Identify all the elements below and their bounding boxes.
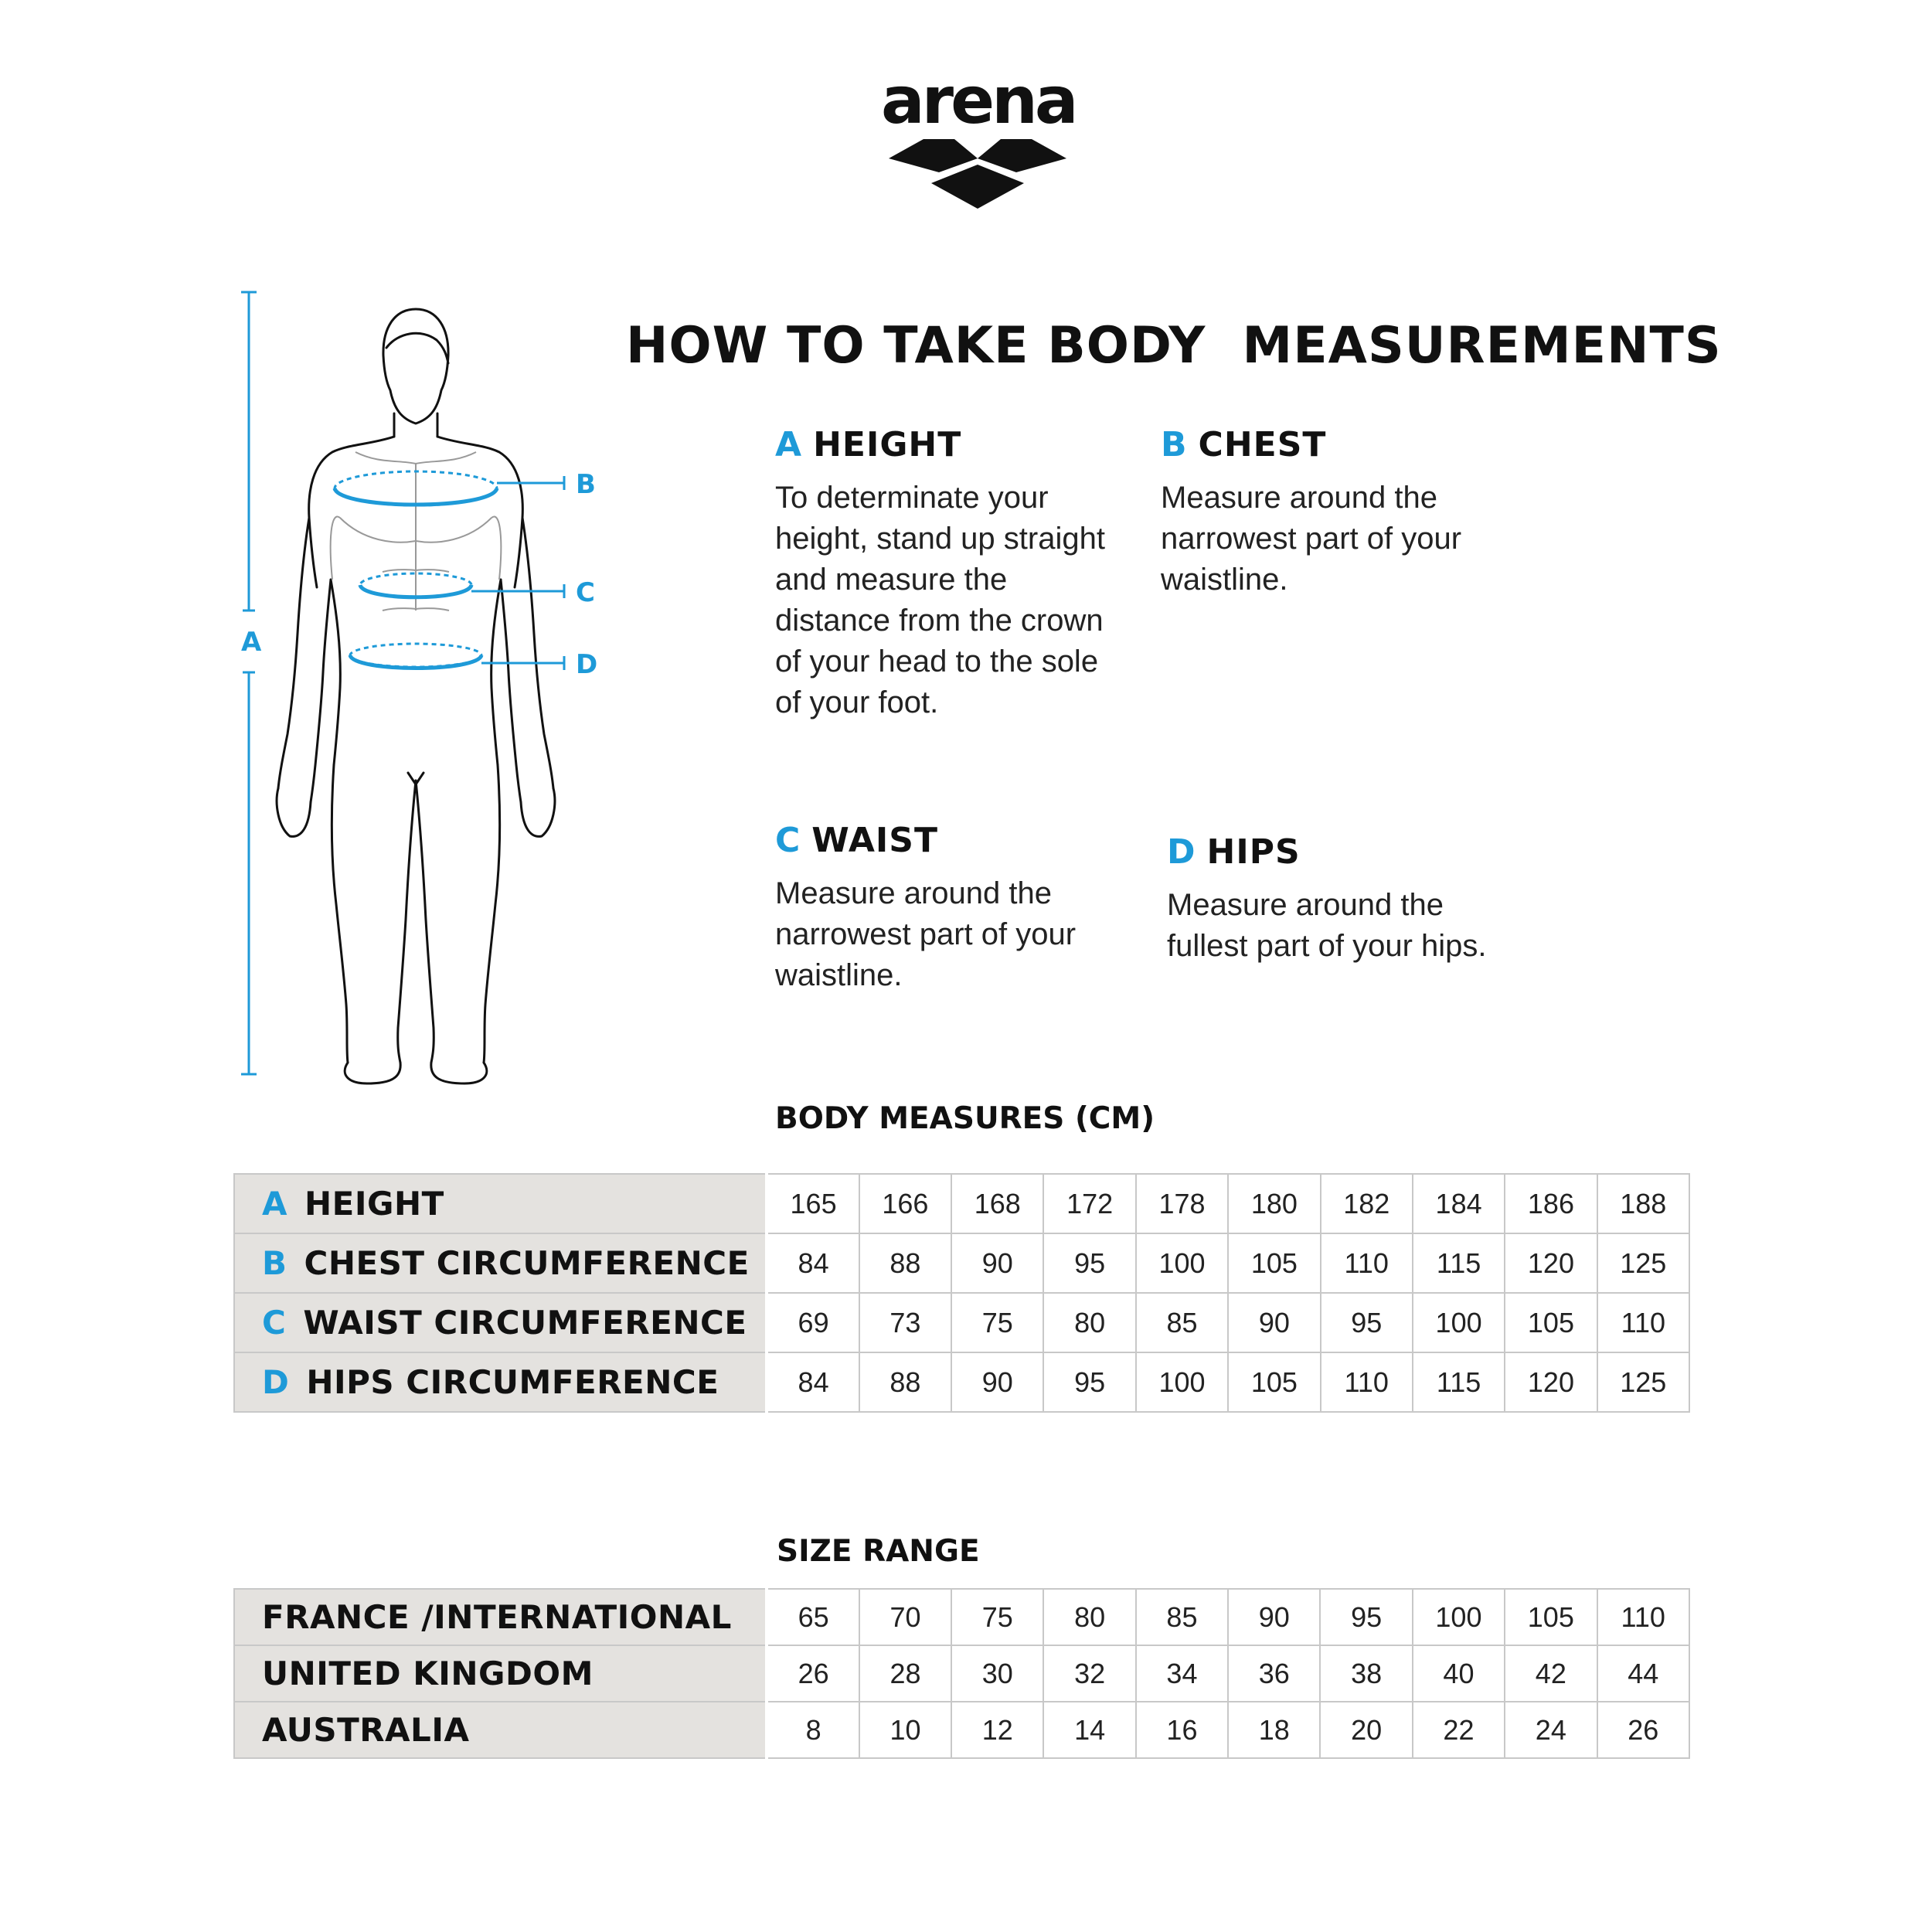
- table-cell: 166: [859, 1174, 951, 1233]
- table-cell: 80: [1043, 1589, 1135, 1645]
- instruction-letter: D: [1167, 832, 1196, 872]
- table-cell: 75: [951, 1293, 1043, 1352]
- table-cell: 100: [1136, 1233, 1228, 1293]
- instruction-text: Measure around the narrowest part of your waistline.: [1161, 481, 1462, 597]
- table-cell: 18: [1228, 1702, 1320, 1758]
- table-cell: 40: [1413, 1645, 1505, 1702]
- row-label-text: HEIGHT: [304, 1185, 444, 1223]
- row-label: [234, 1645, 767, 1702]
- table-cell: 105: [1228, 1233, 1320, 1293]
- table-cell: 38: [1320, 1645, 1412, 1702]
- table-cell: 30: [951, 1645, 1043, 1702]
- table-cell: 88: [859, 1352, 951, 1412]
- row-letter: C: [262, 1304, 287, 1342]
- table-cell: 186: [1505, 1174, 1597, 1233]
- row-label: [234, 1352, 767, 1412]
- table-cell: 95: [1321, 1293, 1413, 1352]
- table-cell: 95: [1043, 1233, 1135, 1293]
- logo-wordmark: arena: [881, 63, 1076, 138]
- table-cell: 95: [1043, 1352, 1135, 1412]
- row-label-text: WAIST CIRCUMFERENCE: [303, 1304, 747, 1342]
- row-label: [234, 1293, 767, 1352]
- instruction-letter: C: [775, 821, 801, 860]
- table-cell: 172: [1043, 1174, 1135, 1233]
- table-row: [234, 1352, 1689, 1412]
- instruction-text: Measure around the narrowest part of your waistline.: [775, 876, 1077, 992]
- table-cell: 180: [1228, 1174, 1320, 1233]
- table-row: [234, 1174, 1689, 1233]
- body-measures-title: BODY MEASURES (CM): [775, 1101, 1155, 1136]
- instruction-hips: [1167, 831, 1507, 967]
- row-label: [234, 1702, 767, 1758]
- table-cell: 88: [859, 1233, 951, 1293]
- table-cell: 178: [1136, 1174, 1228, 1233]
- table-cell: 12: [951, 1702, 1043, 1758]
- table-cell: 120: [1505, 1233, 1597, 1293]
- table-cell: 24: [1505, 1702, 1597, 1758]
- instruction-text: To determinate your height, stand up straight and measure the distance from the crown of your head to the sole of your foot.: [775, 481, 1105, 719]
- table-cell: 65: [767, 1589, 859, 1645]
- table-cell: 84: [767, 1352, 859, 1412]
- instruction-title: HIPS: [1206, 832, 1301, 872]
- table-cell: 90: [951, 1233, 1043, 1293]
- table-cell: 110: [1597, 1293, 1689, 1352]
- instruction-text: Measure around the fullest part of your hips.: [1167, 888, 1487, 963]
- table-cell: 20: [1320, 1702, 1412, 1758]
- row-label-text: HIPS CIRCUMFERENCE: [306, 1363, 719, 1401]
- row-label: [234, 1589, 767, 1645]
- table-cell: 34: [1136, 1645, 1228, 1702]
- body-measures-table: [233, 1173, 1690, 1413]
- table-row: [234, 1645, 1689, 1702]
- table-cell: 165: [767, 1174, 859, 1233]
- table-cell: 90: [1228, 1293, 1320, 1352]
- row-label: [234, 1233, 767, 1293]
- row-label-text: UNITED KINGDOM: [262, 1655, 594, 1692]
- table-cell: 84: [767, 1233, 859, 1293]
- instruction-heading: [775, 423, 1115, 467]
- table-row: [234, 1233, 1689, 1293]
- table-cell: 32: [1043, 1645, 1135, 1702]
- table-cell: 73: [859, 1293, 951, 1352]
- row-label-text: FRANCE /INTERNATIONAL: [262, 1598, 732, 1636]
- table-cell: 115: [1413, 1352, 1505, 1412]
- instruction-chest: [1161, 423, 1501, 600]
- table-cell: 100: [1413, 1589, 1505, 1645]
- table-cell: 90: [951, 1352, 1043, 1412]
- label-b: B: [576, 469, 596, 500]
- table-cell: 28: [859, 1645, 951, 1702]
- table-cell: 14: [1043, 1702, 1135, 1758]
- table-row: [234, 1702, 1689, 1758]
- table-cell: 182: [1321, 1174, 1413, 1233]
- height-line: [241, 292, 257, 1074]
- table-row: [234, 1589, 1689, 1645]
- label-a: A: [241, 627, 262, 658]
- row-label-text: AUSTRALIA: [262, 1711, 470, 1749]
- table-cell: 90: [1228, 1589, 1320, 1645]
- instruction-title: WAIST: [811, 821, 938, 860]
- table-cell: 26: [1597, 1702, 1689, 1758]
- table-cell: 95: [1320, 1589, 1412, 1645]
- table-cell: 10: [859, 1702, 951, 1758]
- body-diagram: [232, 286, 618, 1090]
- page-title: HOW TO TAKE BODY MEASUREMENTS: [626, 317, 1722, 375]
- table-cell: 115: [1413, 1233, 1505, 1293]
- table-cell: 36: [1228, 1645, 1320, 1702]
- table-cell: 75: [951, 1589, 1043, 1645]
- row-letter: D: [262, 1363, 290, 1401]
- instruction-heading: [1167, 831, 1507, 874]
- table-cell: 22: [1413, 1702, 1505, 1758]
- instruction-height: [775, 423, 1115, 723]
- table-cell: 70: [859, 1589, 951, 1645]
- table-cell: 125: [1597, 1352, 1689, 1412]
- table-cell: 105: [1505, 1293, 1597, 1352]
- label-c: C: [576, 577, 595, 608]
- instruction-letter: B: [1161, 425, 1188, 464]
- instruction-title: HEIGHT: [813, 425, 962, 464]
- instruction-letter: A: [775, 425, 803, 464]
- table-row: [234, 1293, 1689, 1352]
- instruction-waist: [775, 819, 1115, 996]
- instruction-heading: [775, 819, 1115, 862]
- instruction-title: CHEST: [1198, 425, 1327, 464]
- table-cell: 69: [767, 1293, 859, 1352]
- table-cell: 85: [1136, 1293, 1228, 1352]
- table-cell: 110: [1321, 1352, 1413, 1412]
- table-cell: 125: [1597, 1233, 1689, 1293]
- table-cell: 110: [1321, 1233, 1413, 1293]
- table-cell: 100: [1136, 1352, 1228, 1412]
- label-d: D: [576, 649, 598, 680]
- row-label: [234, 1174, 767, 1233]
- diamond-logo-icon: [881, 128, 1074, 213]
- human-outline: [277, 309, 555, 1083]
- table-cell: 85: [1136, 1589, 1228, 1645]
- table-cell: 120: [1505, 1352, 1597, 1412]
- row-label-text: CHEST CIRCUMFERENCE: [304, 1244, 750, 1282]
- size-range-title: SIZE RANGE: [777, 1534, 980, 1569]
- table-cell: 100: [1413, 1293, 1505, 1352]
- row-letter: A: [262, 1185, 288, 1223]
- table-cell: 184: [1413, 1174, 1505, 1233]
- table-cell: 8: [767, 1702, 859, 1758]
- body-figure: [232, 286, 618, 1094]
- instruction-heading: [1161, 423, 1501, 467]
- table-cell: 188: [1597, 1174, 1689, 1233]
- table-cell: 105: [1505, 1589, 1597, 1645]
- table-cell: 80: [1043, 1293, 1135, 1352]
- size-range-table: [233, 1588, 1690, 1759]
- table-cell: 26: [767, 1645, 859, 1702]
- table-cell: 110: [1597, 1589, 1689, 1645]
- table-cell: 16: [1136, 1702, 1228, 1758]
- table-cell: 42: [1505, 1645, 1597, 1702]
- arena-logo: [881, 63, 1076, 209]
- row-letter: B: [262, 1244, 287, 1282]
- table-cell: 168: [951, 1174, 1043, 1233]
- table-cell: 105: [1228, 1352, 1320, 1412]
- table-cell: 44: [1597, 1645, 1689, 1702]
